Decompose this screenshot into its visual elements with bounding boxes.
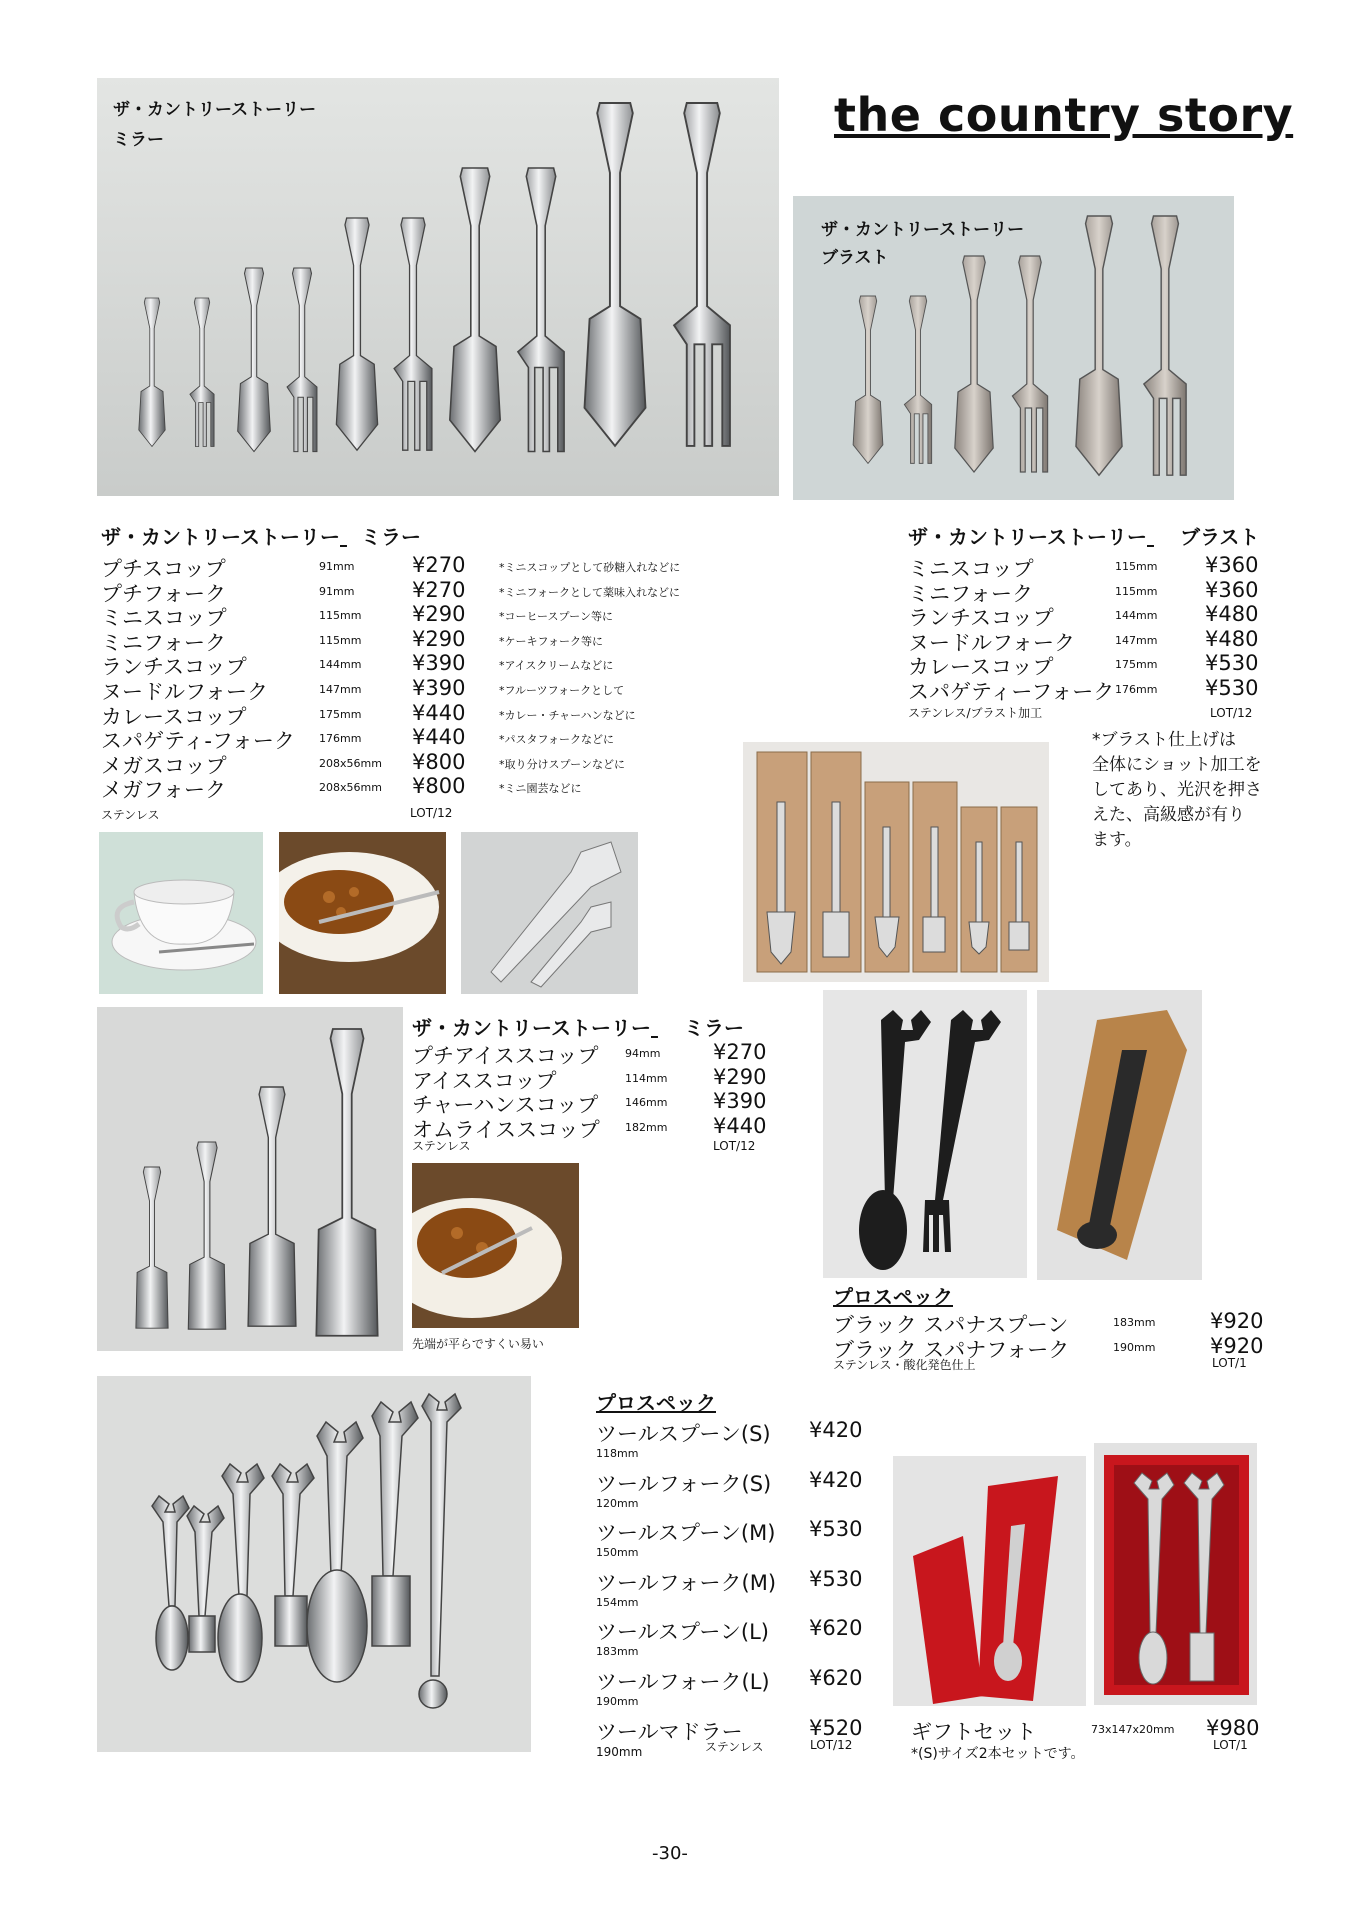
photo-ice-scoops [97, 1007, 403, 1351]
product-name: ツールフォーク(M) [596, 1570, 777, 1595]
product-name: ランチスコップ [101, 655, 247, 680]
ice-lot: LOT/12 [713, 1139, 756, 1153]
product-note: *ケーキフォーク等に [499, 634, 603, 648]
product-size: 150mm [596, 1546, 639, 1560]
product-price: ¥520 [809, 1716, 863, 1740]
ice-scoops-image [97, 1007, 403, 1351]
product-size: 176mm [1115, 683, 1158, 696]
tool-muddler-size: 190mm [596, 1745, 643, 1759]
photo-label-line2: ミラー [113, 130, 164, 150]
product-price: ¥290 [713, 1064, 767, 1089]
tool-item-muddler [596, 1716, 863, 1744]
product-size: 175mm [319, 707, 362, 721]
gift-name: ギフトセット [911, 1720, 1037, 1744]
product-row [908, 651, 1259, 680]
product-name: ミニスコップ [908, 557, 1034, 581]
product-name: ツールマドラー [596, 1720, 743, 1744]
black-spanner-package-image [1037, 990, 1202, 1280]
tool-material: ステンレス [705, 1740, 764, 1754]
ice-section-series: ザ・カントリーストーリー [412, 1016, 651, 1040]
product-note: *フルーツフォークとして [499, 684, 625, 697]
product-row [908, 553, 1259, 581]
product-row [412, 1064, 767, 1093]
product-size: 154mm [596, 1595, 639, 1609]
mirror-cutlery-image [97, 78, 779, 496]
product-row [101, 651, 721, 680]
product-name: プチフォーク [101, 581, 226, 606]
product-price: ¥420 [809, 1467, 863, 1492]
product-price: ¥440 [412, 700, 466, 725]
product-note: *ミニフォークとして薬味入れなどに [499, 585, 680, 599]
product-name: メガフォーク [101, 778, 226, 803]
product-size: 91mm [319, 584, 355, 598]
product-size: 144mm [1115, 609, 1158, 623]
product-row [596, 1517, 863, 1546]
product-row [101, 602, 721, 631]
photo-black-spanner [823, 990, 1027, 1278]
product-row [833, 1333, 1264, 1362]
product-price: ¥530 [809, 1517, 863, 1542]
product-row [101, 553, 721, 581]
product-name: ブラック スパナスプーン [833, 1313, 1069, 1337]
tool-packages-image [893, 1456, 1086, 1706]
gift-lot: LOT/1 [1213, 1738, 1248, 1752]
product-row [596, 1566, 863, 1595]
product-price: ¥920 [1210, 1309, 1264, 1333]
product-note: *ミニスコップとして砂糖入れなどに [499, 561, 681, 574]
product-price: ¥390 [713, 1089, 767, 1114]
photo-teacup [99, 832, 263, 994]
photo-label-line1: ザ・カントリーストーリー [821, 220, 1025, 240]
product-name: ツールスプーン(L) [596, 1620, 769, 1645]
product-size: 94mm [625, 1047, 661, 1060]
product-row [101, 577, 721, 606]
product-size: 115mm [319, 633, 362, 647]
product-size: 190mm [1113, 1340, 1156, 1354]
product-row [101, 725, 721, 754]
black-spanner-image [823, 990, 1027, 1278]
product-row [412, 1113, 767, 1142]
product-price: ¥390 [412, 676, 466, 700]
product-note: *カレー・チャーハンなどに [499, 708, 636, 722]
product-price: ¥360 [1205, 577, 1259, 602]
photo-mirror-cutlery [97, 78, 779, 496]
product-size: 208x56mm [319, 756, 382, 770]
photo-label-line1: ザ・カントリーストーリー [113, 100, 317, 120]
product-row [412, 1040, 767, 1068]
blast-section-finish: ブラスト [1179, 525, 1260, 549]
product-price: ¥270 [412, 553, 466, 577]
product-row [101, 774, 721, 803]
product-name: ミニスコップ [101, 606, 227, 631]
product-row [101, 676, 721, 704]
photo-shovel-spoons [461, 832, 638, 994]
product-name: カレースコップ [908, 655, 1054, 680]
product-price: ¥620 [809, 1616, 863, 1641]
product-name: メガスコップ [101, 753, 227, 778]
product-row [908, 676, 1259, 704]
mirror-section-finish: ミラー [360, 525, 421, 549]
product-size: 146mm [625, 1096, 668, 1110]
product-note: *取り分けスプーンなどに [499, 757, 625, 771]
gift-note: *(S)サイズ2本セットです。 [911, 1746, 1085, 1762]
product-price: ¥530 [809, 1566, 863, 1591]
photo-gift-box [1094, 1443, 1257, 1705]
product-price: ¥270 [412, 577, 466, 602]
product-name: ツールフォーク(S) [596, 1471, 772, 1496]
product-price: ¥530 [1205, 676, 1259, 700]
blast-material: ステンレス/ブラスト加工 [908, 706, 1043, 720]
blast-note-line: えた、高級感が有り [1092, 805, 1245, 825]
product-size: 118mm [596, 1447, 639, 1460]
ice-section-title [412, 1012, 744, 1041]
product-price: ¥270 [713, 1040, 767, 1064]
product-price: ¥530 [1205, 651, 1259, 676]
product-price: ¥290 [412, 626, 466, 651]
black-section-title: プロスペック [833, 1285, 953, 1309]
product-row [908, 602, 1259, 631]
mirror-material: ステンレス [101, 808, 160, 822]
product-size: 147mm [1115, 633, 1158, 647]
product-name: ミニフォーク [101, 630, 226, 655]
product-row [596, 1666, 863, 1694]
product-price: ¥800 [412, 774, 466, 799]
gift-size: 73x147x20mm [1091, 1723, 1175, 1736]
photo-label-line2: ブラスト [821, 248, 889, 268]
product-size: 147mm [319, 683, 362, 696]
photo-tool-packages [893, 1456, 1086, 1706]
black-lot: LOT/1 [1212, 1356, 1247, 1370]
product-row [833, 1309, 1264, 1337]
ice-caption: 先端が平らですくい易い [412, 1337, 544, 1351]
product-size: 144mm [319, 658, 362, 672]
product-row [596, 1616, 863, 1645]
product-row [596, 1467, 863, 1496]
product-name: ツールスプーン(M) [596, 1521, 776, 1546]
product-price: ¥800 [412, 749, 466, 774]
mirror-section-series: ザ・カントリーストーリー [101, 525, 340, 549]
product-note: *ミニ園芸などに [499, 782, 582, 796]
rice-plate-image [412, 1163, 579, 1328]
tool-cutlery-image [97, 1376, 531, 1752]
product-name: アイススコップ [412, 1068, 557, 1093]
curry-image [279, 832, 446, 994]
product-name: スパゲティーフォーク [908, 680, 1115, 704]
product-name: カレースコップ [101, 704, 247, 729]
product-row [596, 1418, 863, 1446]
photo-rice-plate [412, 1163, 579, 1328]
mirror-lot: LOT/12 [410, 806, 453, 820]
product-name: スパゲティ-フォーク [101, 729, 295, 754]
black-material: ステンレス・酸化発色仕上 [833, 1358, 976, 1372]
page-title: the country story [834, 88, 1294, 142]
product-name: ツールフォーク(L) [596, 1670, 770, 1694]
product-name: ランチスコップ [908, 606, 1054, 631]
tool-lot: LOT/12 [810, 1738, 853, 1752]
product-name: ヌードルフォーク [908, 630, 1075, 655]
product-note: *アイスクリームなどに [499, 659, 614, 673]
ice-material: ステンレス [412, 1139, 471, 1153]
product-note: *コーヒースプーン等に [499, 610, 613, 624]
product-row [908, 626, 1259, 655]
page-number: -30- [652, 1843, 688, 1864]
product-price: ¥440 [412, 725, 466, 750]
blast-note-line: ます。 [1092, 830, 1142, 850]
product-size: 182mm [625, 1120, 668, 1134]
mirror-section-title [101, 521, 421, 550]
product-name: ブラック スパナフォーク [833, 1337, 1070, 1362]
product-size: 114mm [625, 1071, 668, 1085]
blast-note-line: 全体にショット加工を [1092, 755, 1262, 775]
blast-note-line: *ブラスト仕上げは [1092, 730, 1236, 750]
product-price: ¥480 [1205, 602, 1259, 627]
gift-price: ¥980 [1206, 1716, 1260, 1740]
blast-note-line: してあり、光沢を押さ [1092, 780, 1262, 800]
blast-lot: LOT/12 [1210, 706, 1253, 720]
product-name: オムライススコップ [412, 1117, 600, 1142]
gift-set-row [911, 1716, 1260, 1744]
product-row [101, 626, 721, 655]
product-price: ¥290 [412, 602, 466, 627]
photo-tool-cutlery [97, 1376, 531, 1752]
product-name: ツールスプーン(S) [596, 1422, 771, 1446]
photo-blast-cutlery [793, 196, 1234, 500]
product-name: ミニフォーク [908, 581, 1033, 606]
product-row [412, 1089, 767, 1118]
product-price: ¥360 [1205, 553, 1259, 577]
packaged-cutlery-image [743, 742, 1049, 982]
blast-section-series: ザ・カントリーストーリー [908, 525, 1147, 549]
product-size: 115mm [1115, 560, 1158, 573]
blast-section-title [908, 521, 1259, 550]
product-price: ¥440 [713, 1113, 767, 1138]
product-name: プチアイススコップ [412, 1044, 599, 1068]
product-price: ¥480 [1205, 626, 1259, 651]
product-size: 175mm [1115, 658, 1158, 672]
teacup-image [99, 832, 263, 994]
tool-section-title: プロスペック [596, 1391, 716, 1415]
product-note: *パスタフォークなどに [499, 733, 614, 747]
photo-black-spanner-package [1037, 990, 1202, 1280]
product-name: プチスコップ [101, 557, 226, 581]
product-price: ¥390 [412, 651, 466, 676]
product-row [101, 700, 721, 729]
product-price: ¥920 [1210, 1333, 1264, 1358]
product-row [101, 749, 721, 778]
product-size: 115mm [1115, 584, 1158, 598]
ice-section-finish: ミラー [683, 1016, 744, 1040]
product-size: 190mm [596, 1695, 639, 1708]
product-size: 208x56mm [319, 781, 382, 795]
gift-box-image [1094, 1443, 1257, 1705]
photo-curry [279, 832, 446, 994]
product-price: ¥620 [809, 1666, 863, 1690]
product-name: ヌードルフォーク [101, 680, 268, 704]
product-size: 120mm [596, 1496, 639, 1510]
product-size: 183mm [596, 1645, 639, 1659]
product-name: チャーハンスコップ [412, 1093, 599, 1118]
shovel-spoons-image [461, 832, 638, 994]
product-row [908, 577, 1259, 606]
product-size: 115mm [319, 609, 362, 623]
product-size: 176mm [319, 732, 362, 746]
product-size: 183mm [1113, 1316, 1156, 1329]
product-size: 91mm [319, 560, 355, 573]
photo-packaged-cutlery [743, 742, 1049, 982]
product-price: ¥420 [809, 1418, 863, 1442]
blast-note [1092, 728, 1262, 853]
